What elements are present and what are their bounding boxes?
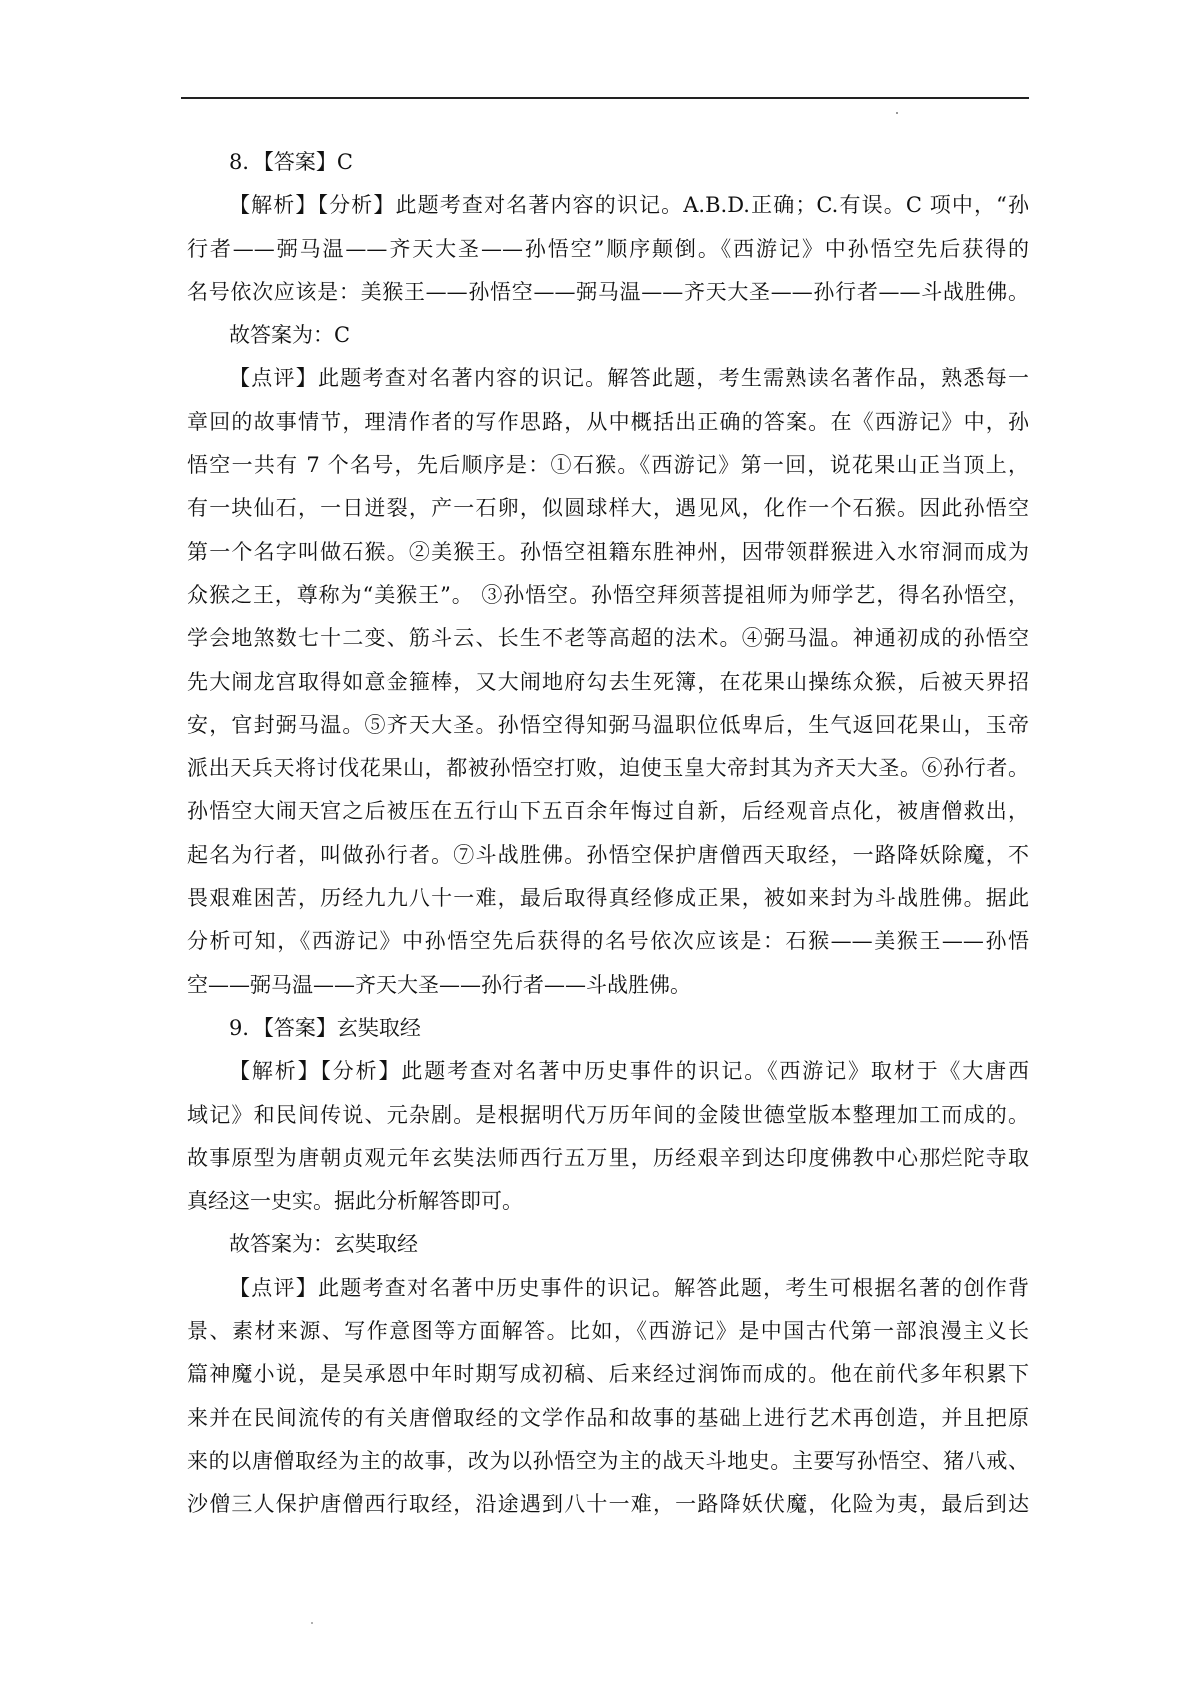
- text-line: 故答案为：玄奘取经: [229, 1232, 418, 1257]
- text-line: 【解析】【分析】此题考查对名著中历史事件的识记。《西游记》取材于《大唐西: [229, 1059, 1029, 1084]
- document-body: [187, 141, 1029, 1527]
- text-line: 来的以唐僧取经为主的故事，改为以孙悟空为主的战天斗地史。主要写孙悟空、猪八戒、: [187, 1448, 1029, 1473]
- footer-mark: [311, 1622, 313, 1624]
- text-line: 故事原型为唐朝贞观元年玄奘法师西行五万里，历经艰辛到达印度佛教中心那烂陀寺取: [187, 1145, 1029, 1170]
- text-line: 有一块仙石，一日迸裂，产一石卵，似圆球样大，遇见风，化作一个石猴。因此孙悟空: [187, 496, 1029, 521]
- text-line: 【解析】【分析】此题考查对名著内容的识记。A.B.D.正确；C.有误。C 项中，“孙: [229, 193, 1029, 218]
- text-line: 篇神魔小说，是吴承恩中年时期写成初稿、后来经过润饰而成的。他在前代多年积累下: [187, 1362, 1029, 1387]
- text-line: 沙僧三人保护唐僧西行取经，沿途遇到八十一难，一路降妖伏魔，化险为夷，最后到达: [187, 1492, 1029, 1517]
- text-line: 安，官封弼马温。⑤齐天大圣。孙悟空得知弼马温职位低卑后，生气返回花果山，玉帝: [187, 712, 1029, 737]
- text-line: 章回的故事情节，理清作者的写作思路，从中概括出正确的答案。在《西游记》中，孙: [187, 409, 1029, 434]
- text-line: 【点评】此题考查对名著中历史事件的识记。解答此题，考生可根据名著的创作背: [229, 1275, 1029, 1300]
- text-line: 故答案为：C: [229, 323, 351, 348]
- text-line: 9．【答案】玄奘取经: [229, 1015, 421, 1040]
- text-line: 悟空一共有 7 个名号，先后顺序是：①石猴。《西游记》第一回，说花果山正当顶上，: [187, 453, 1029, 478]
- header-rule: [181, 97, 1029, 99]
- text-line: 真经这一史实。据此分析解答即可。: [187, 1189, 523, 1214]
- text-line: 域记》和民间传说、元杂剧。是根据明代万历年间的金陵世德堂版本整理加工而成的。: [187, 1102, 1029, 1127]
- text-line: 景、素材来源、写作意图等方面解答。比如，《西游记》是中国古代第一部浪漫主义长: [187, 1319, 1029, 1344]
- text-line: 起名为行者，叫做孙行者。⑦斗战胜佛。孙悟空保护唐僧西天取经，一路降妖除魔，不: [187, 842, 1029, 867]
- header-mark: [896, 112, 898, 114]
- text-line: 名号依次应该是：美猴王——孙悟空——弼马温——齐天大圣——孙行者——斗战胜佛。: [187, 279, 1029, 304]
- text-line: 【点评】此题考查对名著内容的识记。解答此题，考生需熟读名著作品，熟悉每一: [229, 366, 1029, 391]
- text-line: 孙悟空大闹天宫之后被压在五行山下五百余年悔过自新，后经观音点化，被唐僧救出，: [187, 799, 1029, 824]
- text-line: 学会地煞数七十二变、筋斗云、长生不老等高超的法术。④弼马温。神通初成的孙悟空: [187, 626, 1029, 651]
- text-line: 派出天兵天将讨伐花果山，都被孙悟空打败，迫使玉皇大帝封其为齐天大圣。⑥孙行者。: [187, 756, 1029, 781]
- text-line: 空——弼马温——齐天大圣——孙行者——斗战胜佛。: [187, 972, 691, 997]
- text-line: 8．【答案】C: [229, 150, 353, 174]
- text-line: 行者——弼马温——齐天大圣——孙悟空”顺序颠倒。《西游记》中孙悟空先后获得的: [187, 236, 1029, 261]
- text-line: 众猴之王，尊称为“美猴王”。 ③孙悟空。孙悟空拜须菩提祖师为师学艺，得名孙悟空，: [187, 582, 1029, 607]
- text-line: 来并在民间流传的有关唐僧取经的文学作品和故事的基础上进行艺术再创造，并且把原: [187, 1405, 1029, 1430]
- text-line: 第一个名字叫做石猴。②美猴王。孙悟空祖籍东胜神州，因带领群猴进入水帘洞而成为: [187, 539, 1029, 564]
- text-line: 分析可知，《西游记》中孙悟空先后获得的名号依次应该是：石猴——美猴王——孙悟: [187, 929, 1029, 954]
- text-line: 先大闹龙宫取得如意金箍棒，又大闹地府勾去生死簿，在花果山操练众猴，后被天界招: [187, 669, 1029, 694]
- text-line: 畏艰难困苦，历经九九八十一难，最后取得真经修成正果，被如来封为斗战胜佛。据此: [187, 886, 1029, 911]
